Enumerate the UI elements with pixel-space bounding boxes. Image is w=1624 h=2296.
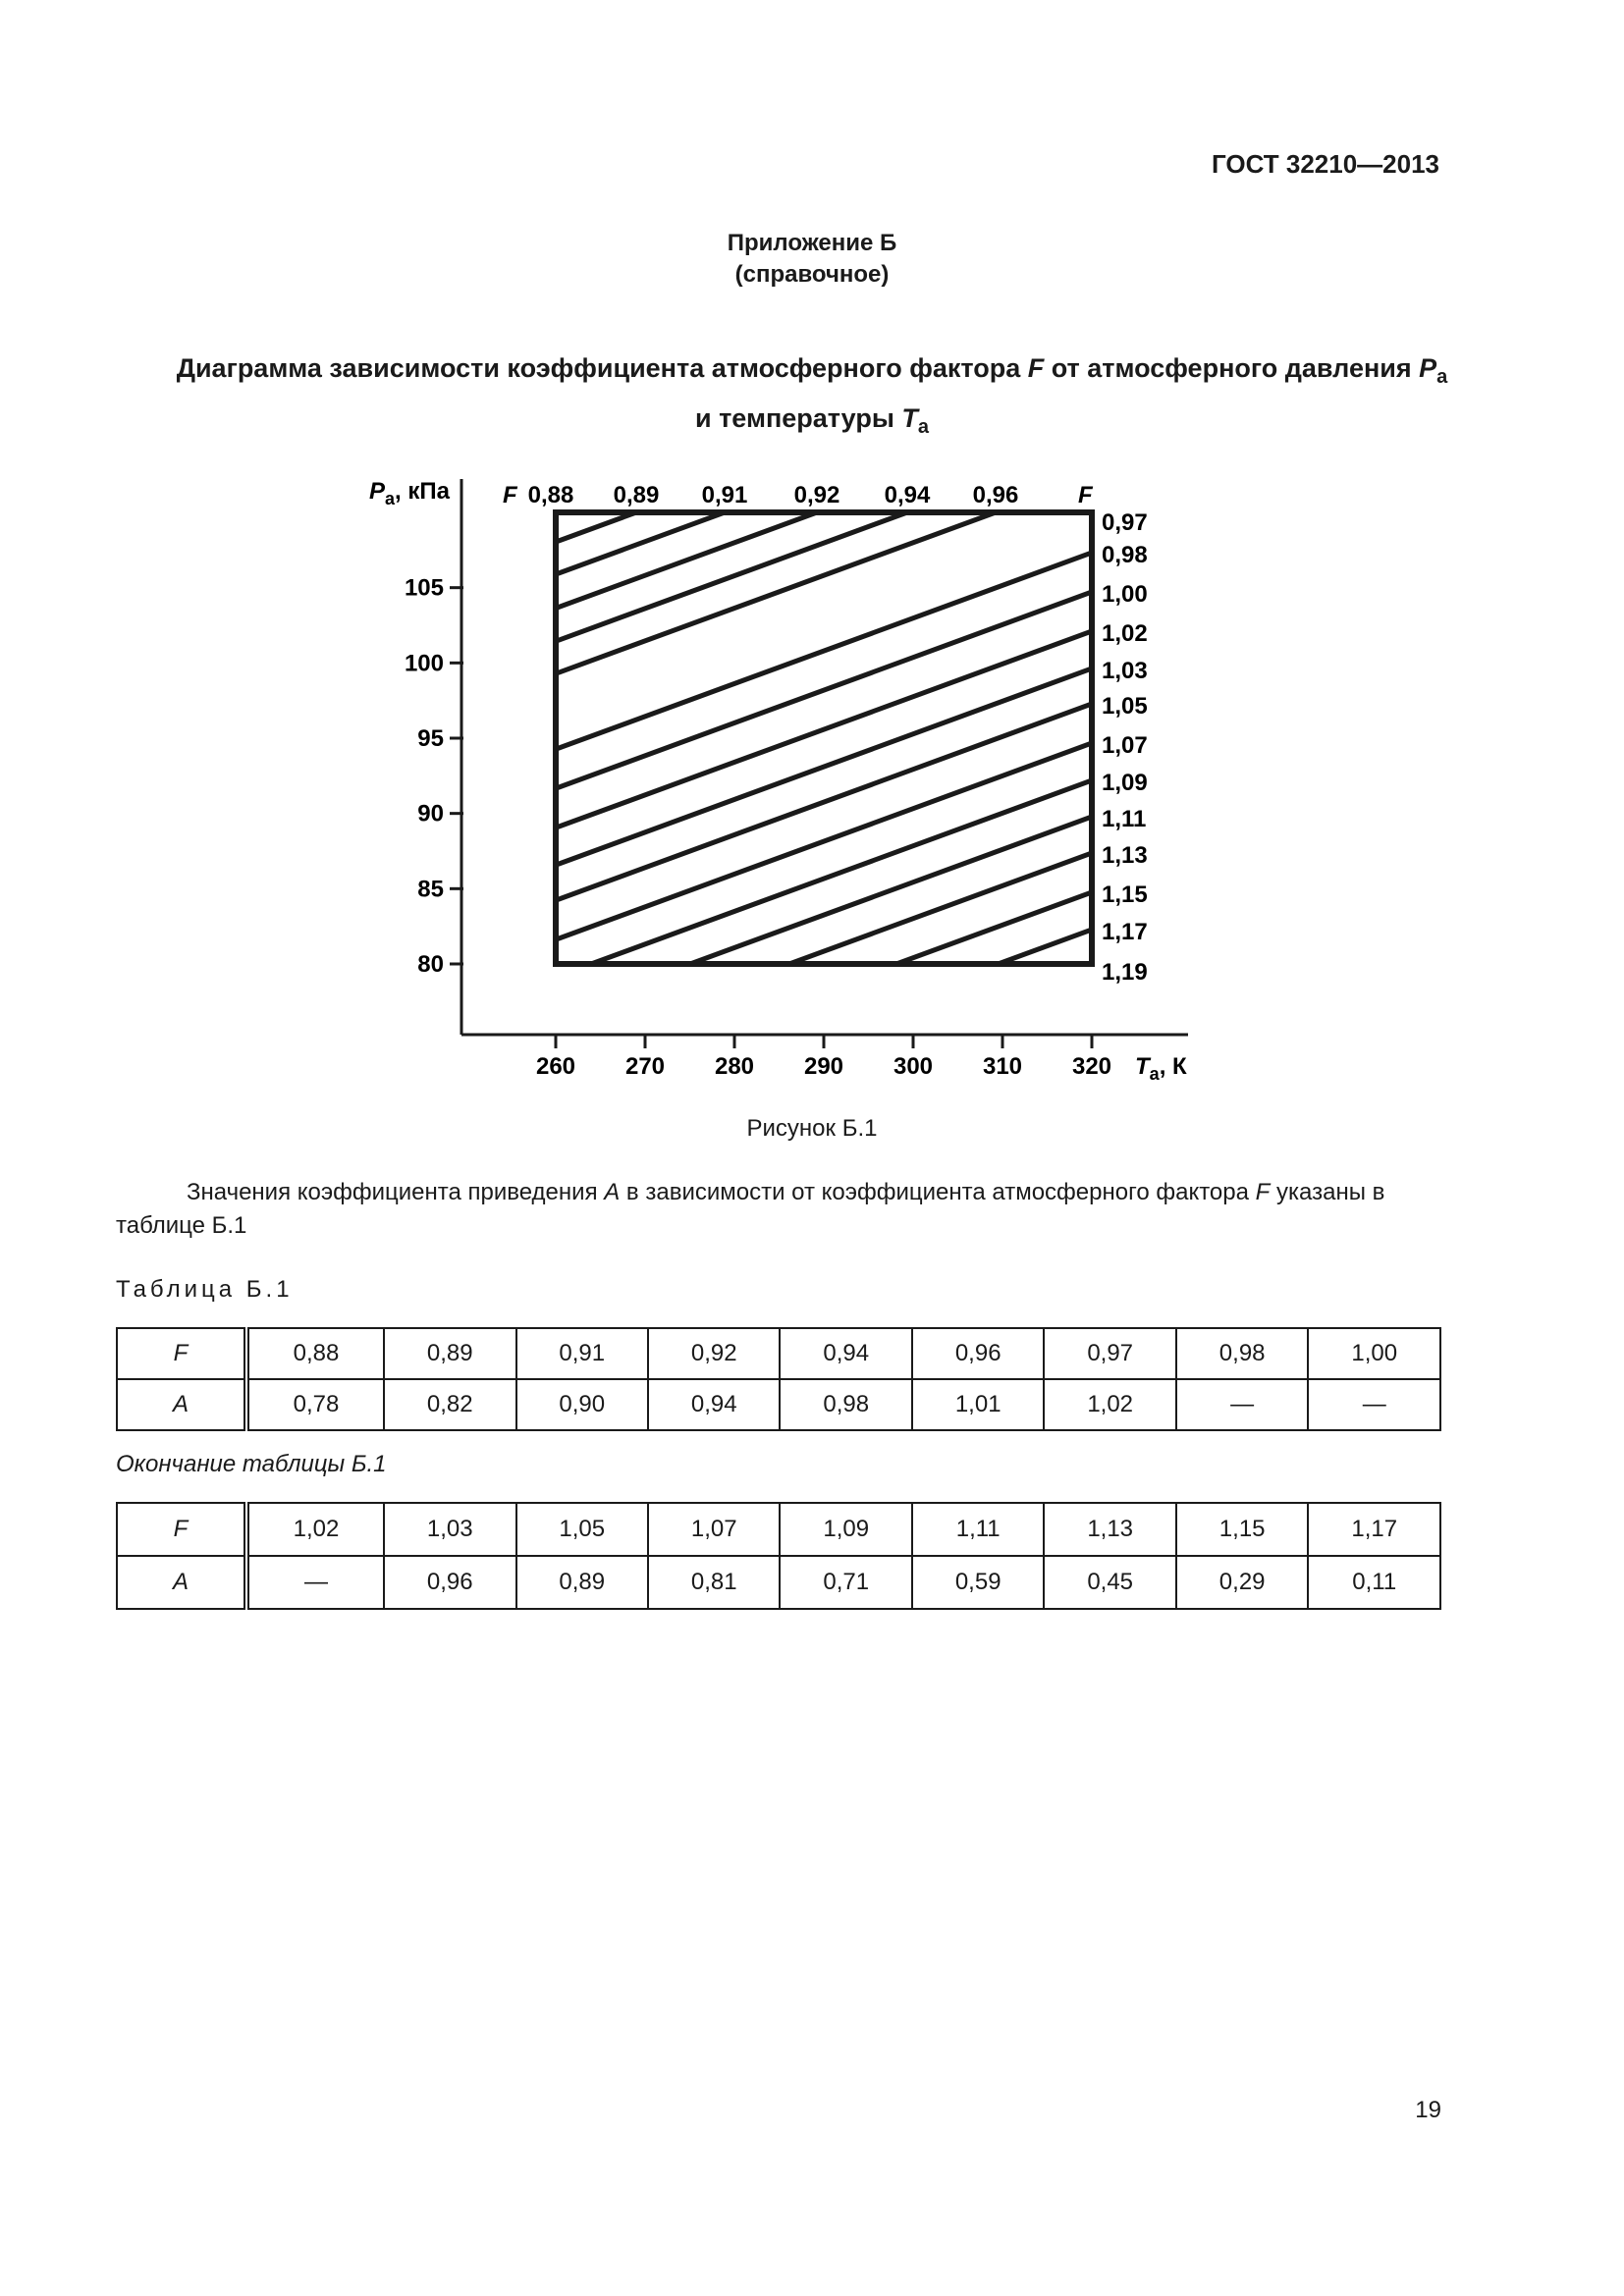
- table-cell: 0,91: [516, 1328, 648, 1379]
- table-cell: 0,98: [1176, 1328, 1308, 1379]
- table-cell: 1,13: [1044, 1503, 1175, 1556]
- hatch-line: [0, 631, 1092, 1063]
- diagram-hatch-lines: [0, 512, 1092, 1109]
- right-f-value: 1,19: [1102, 959, 1148, 986]
- figure-title-symbol-f: F: [1027, 353, 1045, 383]
- x-tick-label: 280: [714, 1053, 755, 1080]
- appendix-title: Приложение Б: [727, 230, 897, 256]
- figure-title-symbol-t: T: [901, 403, 918, 433]
- right-f-value: 0,98: [1102, 542, 1148, 568]
- table-cell: 0,94: [780, 1328, 911, 1379]
- top-f-value: 0,92: [793, 482, 840, 508]
- row-header-f: F: [117, 1503, 246, 1556]
- figure-caption: Рисунок Б.1: [746, 1115, 878, 1142]
- row-header-f: F: [117, 1328, 246, 1379]
- paragraph-symbol-f: F: [1255, 1179, 1271, 1205]
- table-cell: 0,81: [648, 1556, 780, 1609]
- top-f-value: 0,89: [613, 482, 660, 508]
- page-number: 19: [1415, 2097, 1441, 2123]
- top-f-value: 0,88: [527, 482, 574, 508]
- row-header-a: A: [117, 1556, 246, 1609]
- top-f-value: 0,91: [701, 482, 748, 508]
- table-row-a: [117, 1379, 1440, 1430]
- right-f-values: [1102, 509, 1148, 986]
- figure-title-symbol-p: P: [1419, 353, 1437, 383]
- table-cell: 0,59: [912, 1556, 1044, 1609]
- table-cell: 1,05: [516, 1503, 648, 1556]
- table-cell: 0,45: [1044, 1556, 1175, 1609]
- table-cell: 1,02: [246, 1503, 384, 1556]
- paragraph-symbol-a: A: [604, 1179, 621, 1205]
- hatch-line: [0, 553, 1092, 985]
- x-tick-label: 310: [982, 1053, 1023, 1080]
- y-tick-label: 80: [417, 951, 444, 978]
- right-f-value: 1,11: [1102, 806, 1147, 832]
- atmospheric-factor-diagram: [0, 0, 1624, 1109]
- standard-code: ГОСТ 32210—2013: [1212, 149, 1439, 179]
- figure-title-text: и температуры: [694, 403, 902, 433]
- right-f-label: F: [1078, 482, 1093, 508]
- x-tick-label: 290: [803, 1053, 844, 1080]
- table-cell: —: [1308, 1379, 1440, 1430]
- top-f-value: 0,96: [972, 482, 1019, 508]
- table-cell: 1,07: [648, 1503, 780, 1556]
- hatch-line: [0, 592, 1092, 1024]
- table-cell: 0,29: [1176, 1556, 1308, 1609]
- right-f-value: 1,09: [1102, 770, 1148, 796]
- right-f-value: 1,17: [1102, 919, 1148, 945]
- x-tick-label: 260: [535, 1053, 576, 1080]
- table-cell: 0,90: [516, 1379, 648, 1430]
- table-cell: 1,11: [912, 1503, 1044, 1556]
- table-cell: 0,88: [246, 1328, 384, 1379]
- paragraph-text: указаны в таблице Б.1: [116, 1179, 1385, 1239]
- right-f-value: 1,05: [1102, 693, 1148, 720]
- table-cell: 0,11: [1308, 1556, 1440, 1609]
- table-b1: [116, 1327, 1441, 1431]
- x-tick-label: 300: [893, 1053, 934, 1080]
- top-f-label: F: [503, 482, 517, 508]
- appendix-subtitle: (справочное): [734, 261, 890, 288]
- table-cell: 0,89: [384, 1328, 515, 1379]
- right-f-value: 1,13: [1102, 842, 1148, 869]
- y-tick-label: 90: [417, 800, 444, 828]
- figure-title-text: Диаграмма зависимости коэффициента атмосферного фактора: [176, 353, 1028, 383]
- row-header-a: A: [117, 1379, 246, 1430]
- table-cell: 0,96: [912, 1328, 1044, 1379]
- table-cell: 1,01: [912, 1379, 1044, 1430]
- y-tick-label: 100: [404, 650, 444, 677]
- right-f-value: 0,97: [1102, 509, 1148, 536]
- table-cell: 1,03: [384, 1503, 515, 1556]
- right-f-value: 1,03: [1102, 658, 1148, 684]
- table-cell: 0,71: [780, 1556, 911, 1609]
- y-tick-label: 95: [417, 725, 444, 752]
- table-cell: 1,02: [1044, 1379, 1175, 1430]
- paragraph-text: в зависимости от коэффициента атмосферного фактора: [620, 1179, 1256, 1205]
- right-f-value: 1,07: [1102, 732, 1148, 759]
- x-axis-ticks: [536, 1035, 1111, 1080]
- y-axis-ticks: [405, 575, 463, 978]
- right-f-value: 1,02: [1102, 620, 1148, 647]
- table-cell: 0,92: [648, 1328, 780, 1379]
- table-b1-continuation: [116, 1502, 1441, 1610]
- table-cell: 0,82: [384, 1379, 515, 1430]
- x-tick-label: 320: [1071, 1053, 1112, 1080]
- figure-title-subscript: а: [917, 416, 930, 438]
- table-row-f: [117, 1503, 1440, 1556]
- hatch-line: [0, 930, 1092, 1109]
- table-cell: 0,97: [1044, 1328, 1175, 1379]
- figure-title-subscript: а: [1436, 366, 1448, 388]
- table-cell: 0,78: [246, 1379, 384, 1430]
- top-f-value: 0,94: [884, 482, 931, 508]
- body-paragraph: [116, 1176, 1441, 1243]
- y-axis-label: $P_а$, кПа: [369, 478, 450, 508]
- table-cell: —: [246, 1556, 384, 1609]
- x-tick-label: 270: [624, 1053, 666, 1080]
- table-label: Таблица Б.1: [116, 1276, 294, 1303]
- hatch-line: [0, 512, 551, 944]
- table-cell: —: [1176, 1379, 1308, 1430]
- table-cell: 0,96: [384, 1556, 515, 1609]
- table-row-a: [117, 1556, 1440, 1609]
- hatch-line: [0, 512, 907, 944]
- table-row-f: [117, 1328, 1440, 1379]
- table-cell: 0,98: [780, 1379, 911, 1430]
- table-cell: 1,15: [1176, 1503, 1308, 1556]
- y-tick-label: 85: [417, 876, 444, 903]
- hatch-line: [0, 512, 996, 944]
- table-cell: 1,00: [1308, 1328, 1440, 1379]
- right-f-value: 1,15: [1102, 881, 1148, 908]
- figure-title-text: от атмосферного давления: [1044, 353, 1420, 383]
- hatch-line: [0, 704, 1092, 1109]
- top-f-values: [528, 482, 1019, 508]
- x-axis-label: $T_а$, К: [1135, 1053, 1187, 1084]
- y-tick-label: 105: [404, 574, 444, 602]
- table-cell: 0,89: [516, 1556, 648, 1609]
- hatch-line: [0, 512, 636, 944]
- table-cell: 1,17: [1308, 1503, 1440, 1556]
- right-f-value: 1,00: [1102, 581, 1148, 608]
- table-cell: 1,09: [780, 1503, 911, 1556]
- table-cell: 0,94: [648, 1379, 780, 1430]
- table-continuation-label: Окончание таблицы Б.1: [116, 1451, 387, 1477]
- paragraph-text: Значения коэффициента приведения: [187, 1179, 605, 1205]
